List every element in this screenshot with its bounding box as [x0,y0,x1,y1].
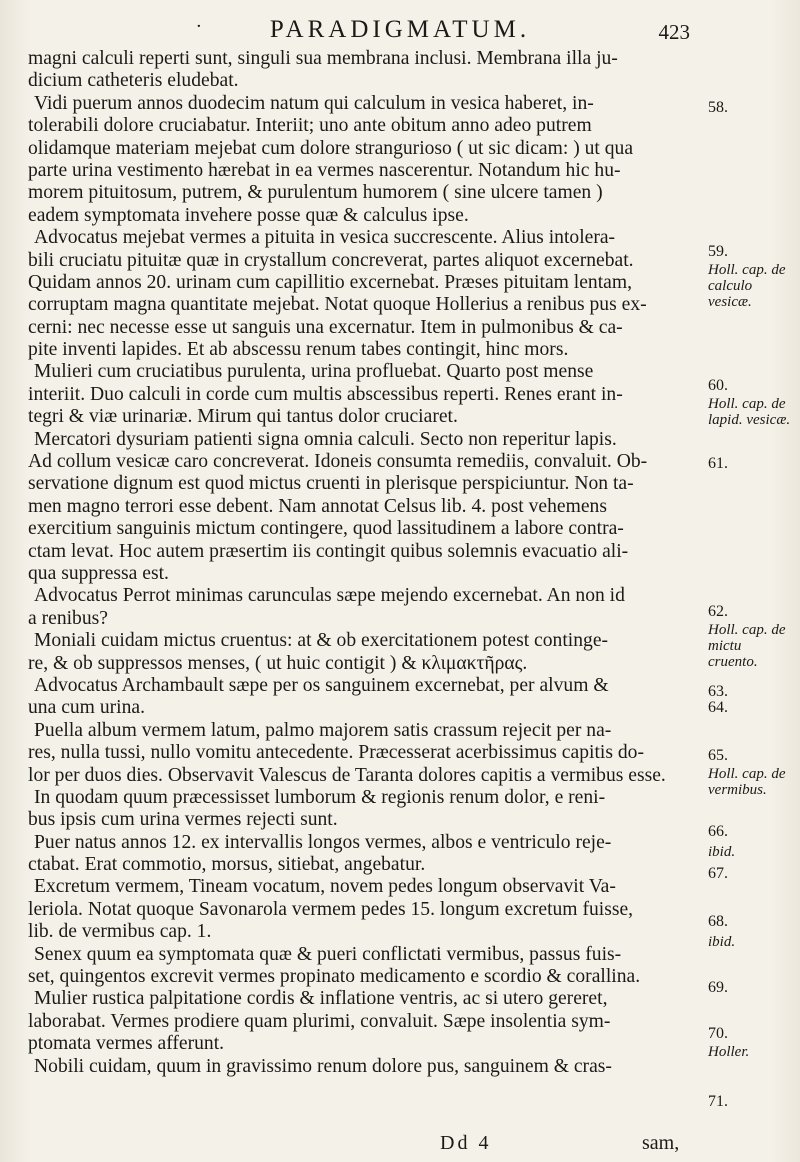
text-line: bili cruciatu pituitæ quæ in crystallum concreverat, partes aliquot excernebat. [28,249,634,271]
text-line: bus ipsis cum urina vermes rejecti sunt. [28,809,338,831]
text-line: cerni: nec necesse esse ut sanguis una excernatur. Item in pulmonibus & ca- [28,316,623,338]
text-line: leriola. Notat quoque Savonarola vermem pedes 15. longum excretum fuisse, [28,898,634,920]
margin-number: 64. [708,699,728,716]
margin-number: 66. [708,823,728,840]
text-line: eadem symptomata invehere posse quæ & calculus ipse. [28,204,469,226]
text-line: men magno terrori esse debent. Nam annotat Celsus lib. 4. post vehemens [28,495,607,517]
margin-reference: Holl. cap. de calculo vesicæ. [708,262,786,310]
text-line: lib. de vermibus cap. 1. [28,921,212,943]
text-line: morem pituitosum, putrem, & purulentum humorem ( sine ulcere tamen ) [28,182,603,204]
text-line: servatione dignum est quod mictus cruenti in plerisque perspiciuntur. Non ta- [28,473,634,495]
text-line: Quidam annos 20. urinam cum capillitio excernebat. Præses pituitam lentam, [28,271,633,293]
text-line: set, quingentos excrevit vermes propinato medicamento e scordio & corallina. [28,966,641,988]
margin-reference: Holl. cap. de mictu cruento. [708,622,786,670]
text-line: a renibus? [28,607,108,629]
text-line: parte urina vestimento hærebat in ea vermes nascerentur. Notandum hic hu- [28,159,621,181]
header-dot: · [196,16,202,37]
text-line: magni calculi reperti sunt, singuli sua membrana inclusi. Membrana illa ju- [28,48,618,69]
text-line: corruptam magna quantitate mejebat. Notat quoque Hollerius a renibus pus ex- [28,294,647,316]
text-line: Nobili cuidam, quum in gravissimo renum dolore pus, sanguinem & cras- [34,1055,612,1077]
text-line: Puella album vermem latum, palmo majorem satis crassum rejecit per na- [34,719,612,741]
running-title: PARADIGMATUM. [269,16,531,43]
body-text [28,48,706,1078]
text-line: lor per duos dies. Observavit Valescus de Taranta dolores capitis a vermibus esse. [28,764,666,786]
text-line: Advocatus Archambault sæpe per os sanguinem excernebat, per alvum & [34,674,609,696]
text-line: Puer natus annos 12. ex intervallis longos vermes, albos e ventriculo reje- [34,831,612,853]
text-line: Mulieri cum cruciatibus purulenta, urina profluebat. Quarto post mense [34,361,594,383]
text-line: exercitium sanguinis mictum contingere, quod lassitudinem a labore contra- [28,518,624,540]
margin-number: 69. [708,979,728,996]
text-line: laborabat. Vermes prodiere quam plurimi, convaluit. Sæpe insolentia sym- [28,1010,611,1032]
text-line: pite inventi lapides. Et ab abscessu renum tabes contingit, hinc mors. [28,339,569,361]
text-line: interiit. Duo calculi in corde cum multis abscessibus reperti. Renes erant in- [28,383,623,405]
text-line: Mulier rustica palpitatione cordis & inflatione ventris, ac si utero gereret, [34,988,608,1010]
margin-reference: Holl. cap. de vermibus. [708,766,786,798]
margin-number: 62. [708,603,728,620]
margin-number: 68. [708,913,728,930]
text-line: ctabat. Erat commotio, morsus, sitiebat, angebatur. [28,854,426,876]
signature-mark: Dd 4 [440,1132,492,1154]
margin-number: 71. [708,1093,728,1110]
margin-reference: ibid. [708,844,736,860]
text-line: Excretum vermem, Tineam vocatum, novem pedes longum observavit Va- [34,876,616,898]
page-footer [0,1132,800,1160]
text-line: Advocatus Perrot minimas carunculas sæpe mejendo excernebat. An non id [34,585,625,607]
text-line: ptomata vermes afferunt. [28,1033,225,1055]
margin-reference: Holl. cap. de lapid. vesicæ. [708,396,791,428]
margin-number: 60. [708,377,728,394]
text-line: Ad collum vesicæ caro concreverat. Idoneis consumta remediis, convaluit. Ob- [28,451,648,473]
text-line: Mercatori dysuriam patienti signa omnia calculi. Secto non reperitur lapis. [34,428,617,450]
text-line: Advocatus mejebat vermes a pituita in vesica succrescente. Alius intolera- [34,227,616,249]
margin-number: 63. [708,683,728,700]
margin-reference: Holler. [708,1044,750,1060]
text-line: dicium catheteris eludebat. [28,70,239,92]
text-line: ctam levat. Hoc autem præsertim iis contingit quibus solemnis evacuatio ali- [28,540,629,562]
text-line: Vidi puerum annos duodecim natum qui calculum in vesica haberet, in- [34,92,594,114]
page-number: 423 [658,20,690,44]
margin-number: 70. [708,1025,728,1042]
margin-number: 58. [708,99,728,116]
text-line: qua suppressa est. [28,562,169,584]
text-line: Senex quum ea symptomata quæ & pueri conflictati vermibus, passus fuis- [34,943,622,965]
margin-number: 65. [708,747,728,764]
text-line: tolerabili dolore cruciabatur. Interiit; uno ante obitum anno adeo putrem [28,115,592,137]
margin-number: 59. [708,243,728,260]
text-line: olidamque materiam mejebat cum dolore stranguriosо ( ut sic dicam: ) ut qua [28,137,634,159]
text-line: tegri & viæ urinariæ. Mirum qui tantus dolor cruciaret. [28,406,458,428]
margin-number: 61. [708,455,728,472]
text-line: In quodam quum præcessisset lumborum & regionis renum dolor, e reni- [34,786,606,808]
margin-reference: ibid. [708,934,736,950]
text-line: res, nulla tussi, nullo vomitu antecedente. Præcesserat acerbissimus capitis do- [28,742,644,764]
page-header [0,12,800,48]
text-line: Moniali cuidam mictus cruentus: at & ob exercitationem potest continge- [34,630,609,652]
text-line: una cum urina. [28,697,145,719]
catchword: sam, [642,1132,680,1154]
margin-number: 67. [708,865,728,882]
text-line: re, & ob suppressos menses, ( ut huic contigit ) & κλιμακτῆρας. [28,652,528,674]
